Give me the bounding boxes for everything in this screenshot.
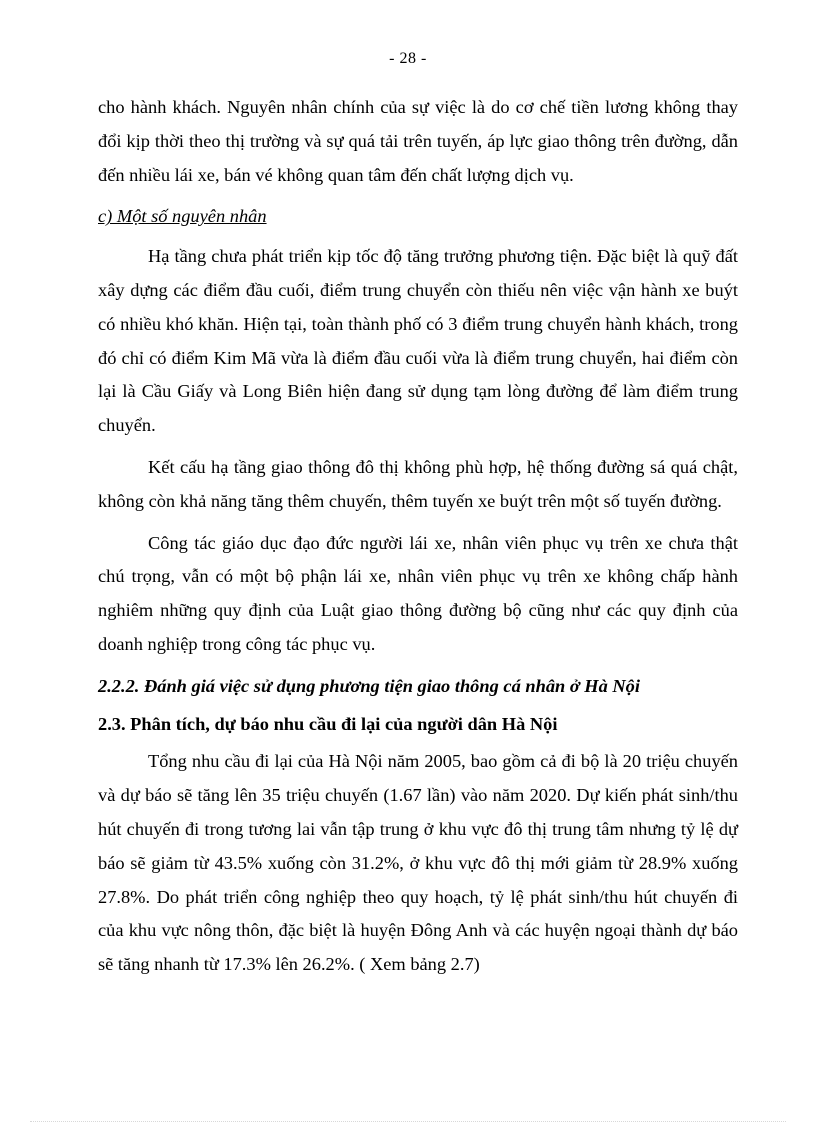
page-bottom-border (30, 1121, 786, 1122)
page-number: - 28 - (389, 50, 427, 67)
subheading-some-causes: c) Một số nguyên nhân (98, 206, 267, 227)
paragraph-service-quality-causes: cho hành khách. Nguyên nhân chính của sự việc là do cơ chế tiền lương không thay đổi kịp thời theo thị trường và sự quá tải trên tuyến, áp lực giao thông trên đường, dẫn đến nhiều lái xe, bán vé không quan tâm đến chất lượng dịch vụ. (98, 97, 738, 185)
paragraph-infrastructure: Hạ tầng chưa phát triển kịp tốc độ tăng trưởng phương tiện. Đặc biệt là quỹ đất xây dựng các điểm đầu cuối, điểm trung chuyển còn thiếu nên việc vận hành xe buýt có nhiều khó khăn. Hiện tại, toàn thành phố có 3 điểm trung chuyển hành khách, trong đó chỉ có điểm Kim Mã vừa là điểm đầu cuối vừa là điểm trung chuyển, hai điểm còn lại là Cầu Giấy và Long Biên hiện đang sử dụng tạm lòng đường để làm điểm trung chuyển. (98, 246, 738, 436)
section-heading-2-3: 2.3. Phân tích, dự báo nhu cầu đi lại của người dân Hà Nội (98, 713, 558, 734)
paragraph-staff-ethics: Công tác giáo dục đạo đức người lái xe, nhân viên phục vụ trên xe chưa thật chú trọng, vẫn có một bộ phận lái xe, nhân viên phục vụ trên xe không chấp hành nghiêm những quy định của Luật giao thông đường bộ cũng như các quy định của doanh nghiệp trong công tác phục vụ. (98, 532, 738, 654)
paragraph-urban-traffic-structure: Kết cấu hạ tầng giao thông đô thị không phù hợp, hệ thống đường sá quá chật, không còn khả năng tăng thêm chuyến, thêm tuyến xe buýt trên một số tuyến đường. (98, 456, 738, 511)
paragraph-travel-demand-forecast: Tổng nhu cầu đi lại của Hà Nội năm 2005, bao gồm cả đi bộ là 20 triệu chuyến và dự báo sẽ tăng lên 35 triệu chuyến (1.67 lần) vào năm 2020. Dự kiến phát sinh/thu hút chuyến đi trong tương lai vẫn tập trung ở khu vực đô thị trung tâm nhưng tỷ lệ dự báo sẽ giảm từ 43.5% xuống còn 31.2%, ở khu vực đô thị mới giảm từ 28.9% xuống 27.8%. Do phát triển công nghiệp theo quy hoạch, tỷ lệ phát sinh/thu hút chuyến đi của khu vực nông thôn, đặc biệt là huyện Đông Anh và các huyện ngoại thành dự báo sẽ tăng nhanh từ 17.3% lên 26.2%. ( Xem bảng 2.7) (98, 751, 738, 975)
section-heading-2-2-2: 2.2.2. Đánh giá việc sử dụng phương tiện giao thông cá nhân ở Hà Nội (98, 675, 640, 696)
document-body (98, 91, 738, 990)
